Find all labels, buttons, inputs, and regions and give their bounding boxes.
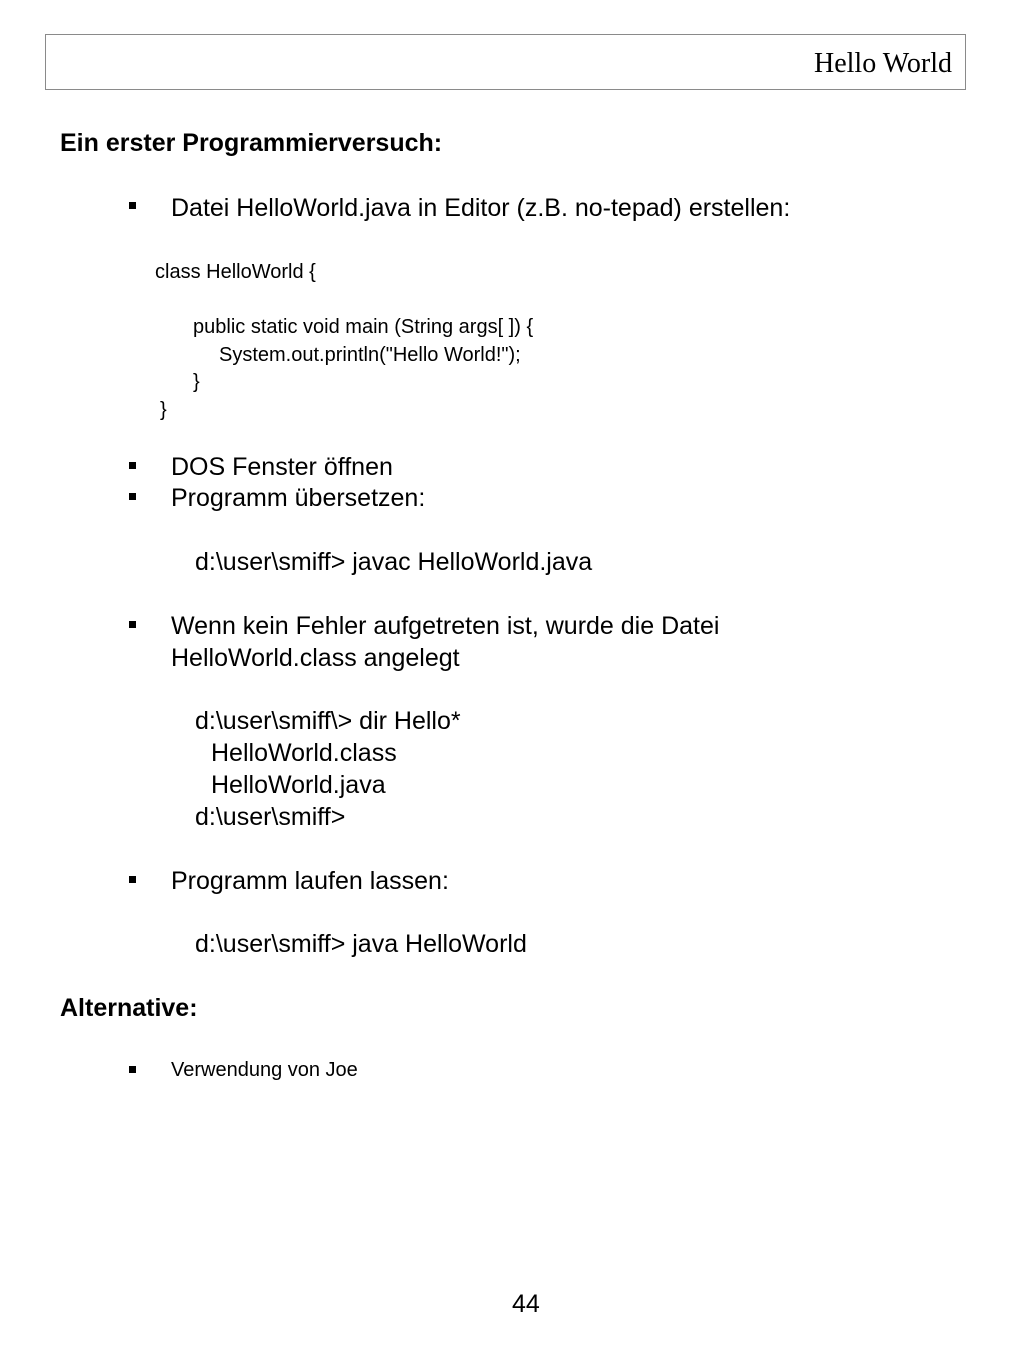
dir-command: d:\user\smiff\> dir Hello* xyxy=(195,707,461,735)
dir-output-class: HelloWorld.class xyxy=(211,739,397,767)
bullet-run-program: Programm laufen lassen: xyxy=(171,867,449,895)
header-title: Hello World xyxy=(814,48,952,79)
dir-prompt: d:\user\smiff> xyxy=(195,803,346,831)
bullet-open-dos: DOS Fenster öffnen xyxy=(171,453,393,481)
code-line-close-class: } xyxy=(160,399,167,421)
bullet-create-file: Datei HelloWorld.java in Editor (z.B. no-tepad) erstellen: xyxy=(171,194,791,222)
bullet-square-icon xyxy=(129,876,136,883)
code-line-println: System.out.println("Hello World!"); xyxy=(219,344,521,366)
run-command: d:\user\smiff> java HelloWorld xyxy=(195,930,527,958)
compile-command: d:\user\smiff> javac HelloWorld.java xyxy=(195,548,593,576)
code-line-close-main: } xyxy=(193,371,200,393)
dir-output-java: HelloWorld.java xyxy=(211,771,386,799)
bullet-no-error-line2: HelloWorld.class angelegt xyxy=(171,644,460,672)
section-heading-alternative: Alternative: xyxy=(60,994,198,1022)
bullet-square-icon xyxy=(129,462,136,469)
bullet-square-icon xyxy=(129,493,136,500)
header-box xyxy=(45,34,966,90)
bullet-square-icon xyxy=(129,1066,136,1073)
page-number: 44 xyxy=(512,1290,540,1318)
section-heading-first-attempt: Ein erster Programmierversuch: xyxy=(60,129,443,157)
bullet-compile: Programm übersetzen: xyxy=(171,484,426,512)
code-line-class: class HelloWorld { xyxy=(155,261,316,283)
bullet-square-icon xyxy=(129,202,136,209)
bullet-square-icon xyxy=(129,621,136,628)
bullet-use-joe: Verwendung von Joe xyxy=(171,1059,358,1081)
bullet-no-error-line1: Wenn kein Fehler aufgetreten ist, wurde die Datei xyxy=(171,612,720,640)
code-line-main: public static void main (String args[ ]) { xyxy=(193,316,534,338)
